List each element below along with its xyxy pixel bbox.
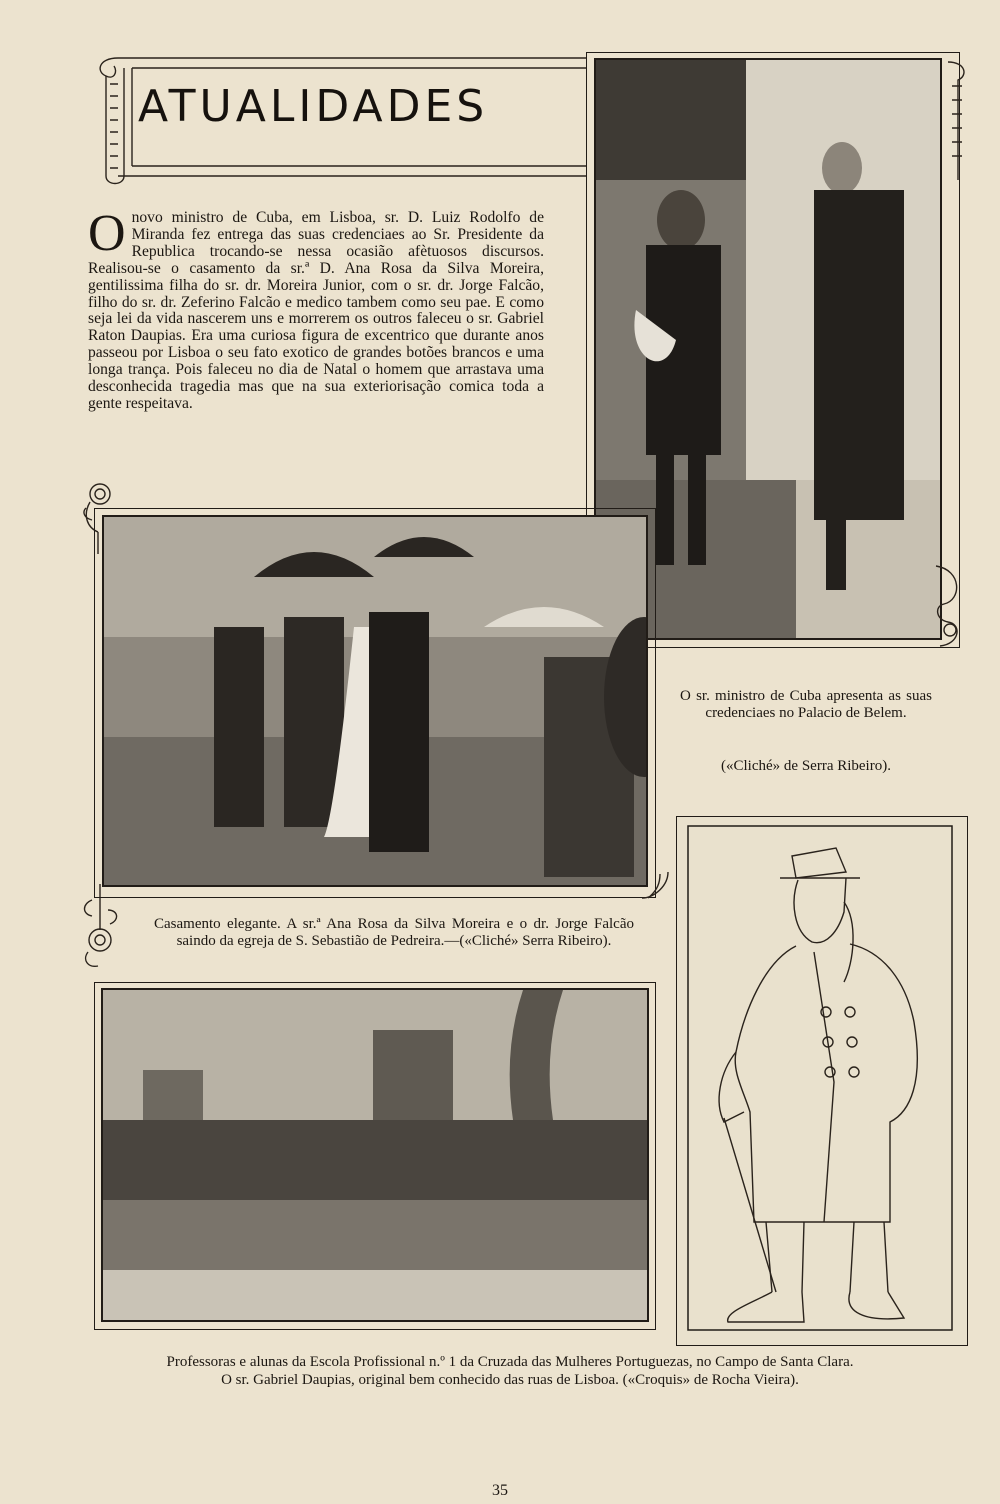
masthead-title: ATUALIDADES: [138, 81, 489, 132]
banner-end-ornament: [944, 56, 970, 186]
article-text: novo ministro de Cuba, em Lisboa, sr. D. Luiz Rodolfo de Miranda fez entrega das suas credenciaes ao Sr. Presidente da Republica trocando-se nessa ocasião afètuosos discursos. Realisou-se o casamento da sr.ª D. Ana Rosa da Silva Moreira, gentilissima filha do sr. dr. Moreira Junior, com o sr. dr. Jorge Falcão, filho do sr. dr. Zeferino Falcão e medico tambem como seu pae. E como seja lei da vida nascerem uns e morrerem os outros faleceu o sr. Gabriel Raton Daupias. Era uma curiosa figura de excentrico que durante anos passeou por Lisboa o seu fato exotico de grandes botões brancos e uma longa trança. Pois faleceu no dia de Natal o homem que arrastava uma desconhecida tragedia mas que na sua exteriorisação comica toda a gente respeitava.: [88, 209, 544, 412]
caricature-drawing: [684, 822, 956, 1334]
corner-ornament: [932, 560, 966, 650]
school-photo: [101, 988, 649, 1322]
rose-ornament-bottom: [78, 880, 126, 970]
page-number: 35: [492, 1482, 508, 1499]
caricature-caption: O sr. Gabriel Daupias, original bem conhecido das ruas de Lisboa. («Croquis» de Rocha Vieira).: [221, 1372, 799, 1388]
wedding-photo: [102, 515, 648, 887]
wedding-caption: Casamento elegante. A sr.ª Ana Rosa da Silva Moreira e o dr. Jorge Falcão saindo da egreja de S. Sebastião de Pedreira.—(«Cliché» Serra Ribeiro).: [154, 916, 634, 949]
article-body: [88, 205, 544, 413]
minister-photo-credit: («Cliché» de Serra Ribeiro).: [721, 758, 891, 774]
wedding-frame-corner-ornament: [638, 868, 674, 904]
dropcap: O: [88, 205, 126, 262]
minister-caption: O sr. ministro de Cuba apresenta as suas credenciaes no Palacio de Belem.: [680, 688, 932, 721]
school-caption: Professoras e alunas da Escola Profissional n.º 1 da Cruzada das Mulheres Portuguezas, no Campo de Santa Clara.: [166, 1354, 854, 1370]
